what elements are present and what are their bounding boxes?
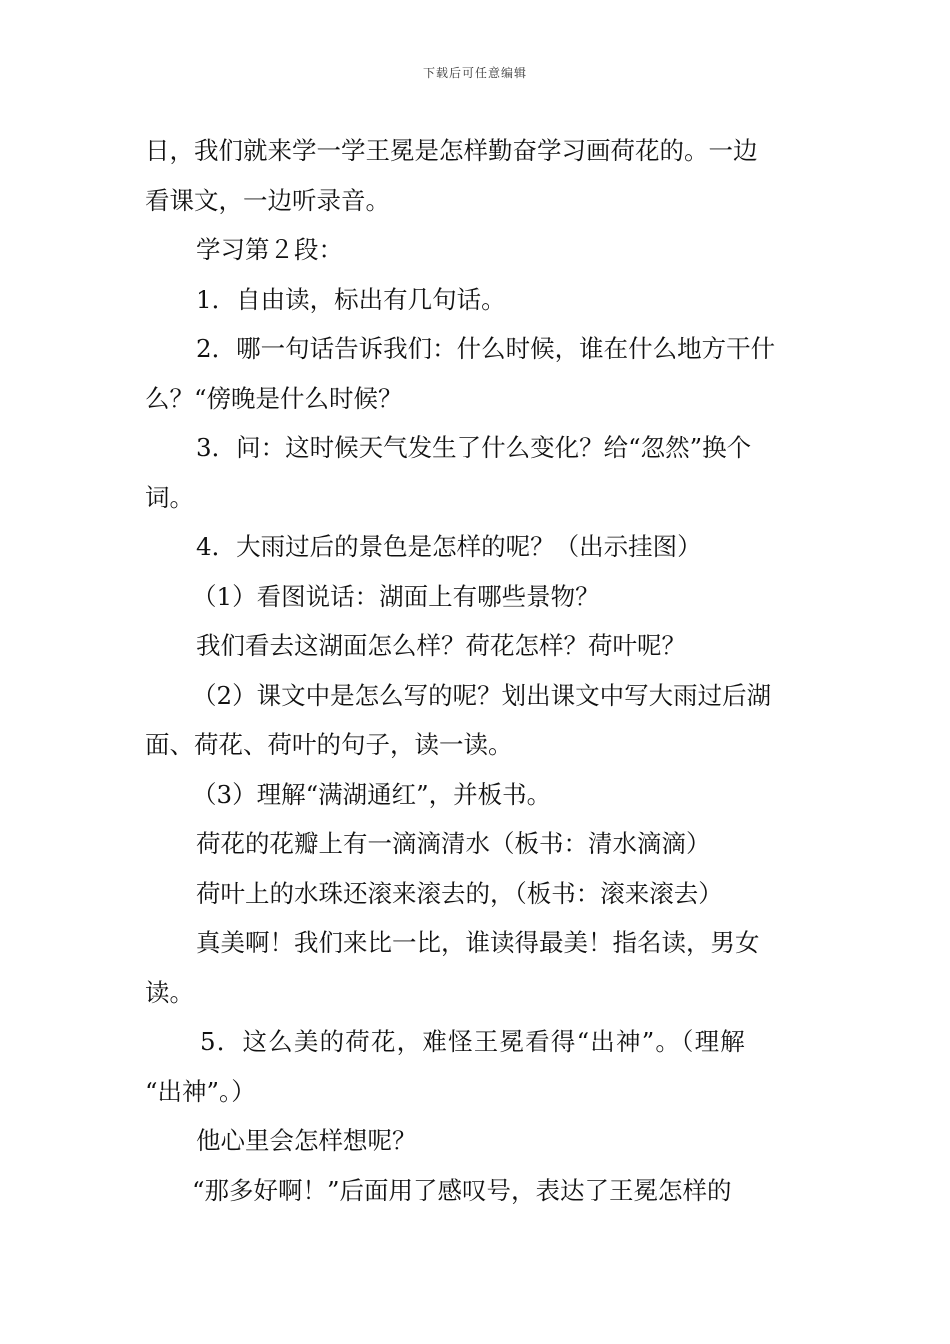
paragraph-line: “出神”。） bbox=[145, 1076, 256, 1106]
page-header: 下载后可任意编辑 bbox=[422, 66, 527, 80]
list-item: 1．自由读，标出有几句话。 bbox=[196, 284, 506, 314]
paragraph-line: 荷叶上的水珠还滚来滚去的，（板书：滚来滚去） bbox=[196, 878, 723, 908]
list-item: 5．这么美的荷花，难怪王冕看得“出神”。（理解 bbox=[200, 1027, 746, 1056]
paragraph-line: 他心里会怎样想呢？ bbox=[196, 1126, 417, 1155]
sub-list-item: （2）课文中是怎么写的呢？划出课文中写大雨过后湖 bbox=[192, 680, 772, 710]
paragraph-line: 学习第２段： bbox=[196, 235, 343, 264]
list-item: 2．哪一句话告诉我们：什么时候，谁在什么地方干什 bbox=[196, 334, 776, 363]
paragraph-line: 么？“傍晚是什么时候？ bbox=[145, 383, 403, 413]
paragraph-line: 看课文，一边听录音。 bbox=[145, 185, 390, 215]
sub-list-item: （1）看图说话：湖面上有哪些景物？ bbox=[192, 581, 600, 611]
paragraph-line: “那多好啊！”后面用了感叹号，表达了王冕怎样的 bbox=[192, 1175, 732, 1205]
list-item: 4．大雨过后的景色是怎样的呢？（出示挂图） bbox=[196, 532, 702, 561]
paragraph-line: 荷花的花瓣上有一滴滴清水（板书：清水滴滴） bbox=[196, 829, 711, 858]
paragraph-line: 真美啊！我们来比一比，谁读得最美！指名读，男女 bbox=[196, 928, 760, 957]
sub-list-item: （3）理解“满湖通红”，并板书。 bbox=[192, 779, 552, 809]
paragraph-line: 面、荷花、荷叶的句子，读一读。 bbox=[145, 730, 513, 759]
paragraph-line: 词。 bbox=[145, 482, 194, 512]
paragraph-line: 读。 bbox=[145, 977, 194, 1007]
document-body bbox=[145, 126, 810, 1215]
list-item: 3．问：这时候天气发生了什么变化？给“忽然”换个 bbox=[196, 433, 752, 462]
paragraph-line: 我们看去这湖面怎么样？荷花怎样？荷叶呢？ bbox=[196, 631, 686, 660]
paragraph-line: 日，我们就来学一学王冕是怎样勤奋学习画荷花的。一边 bbox=[145, 136, 758, 165]
